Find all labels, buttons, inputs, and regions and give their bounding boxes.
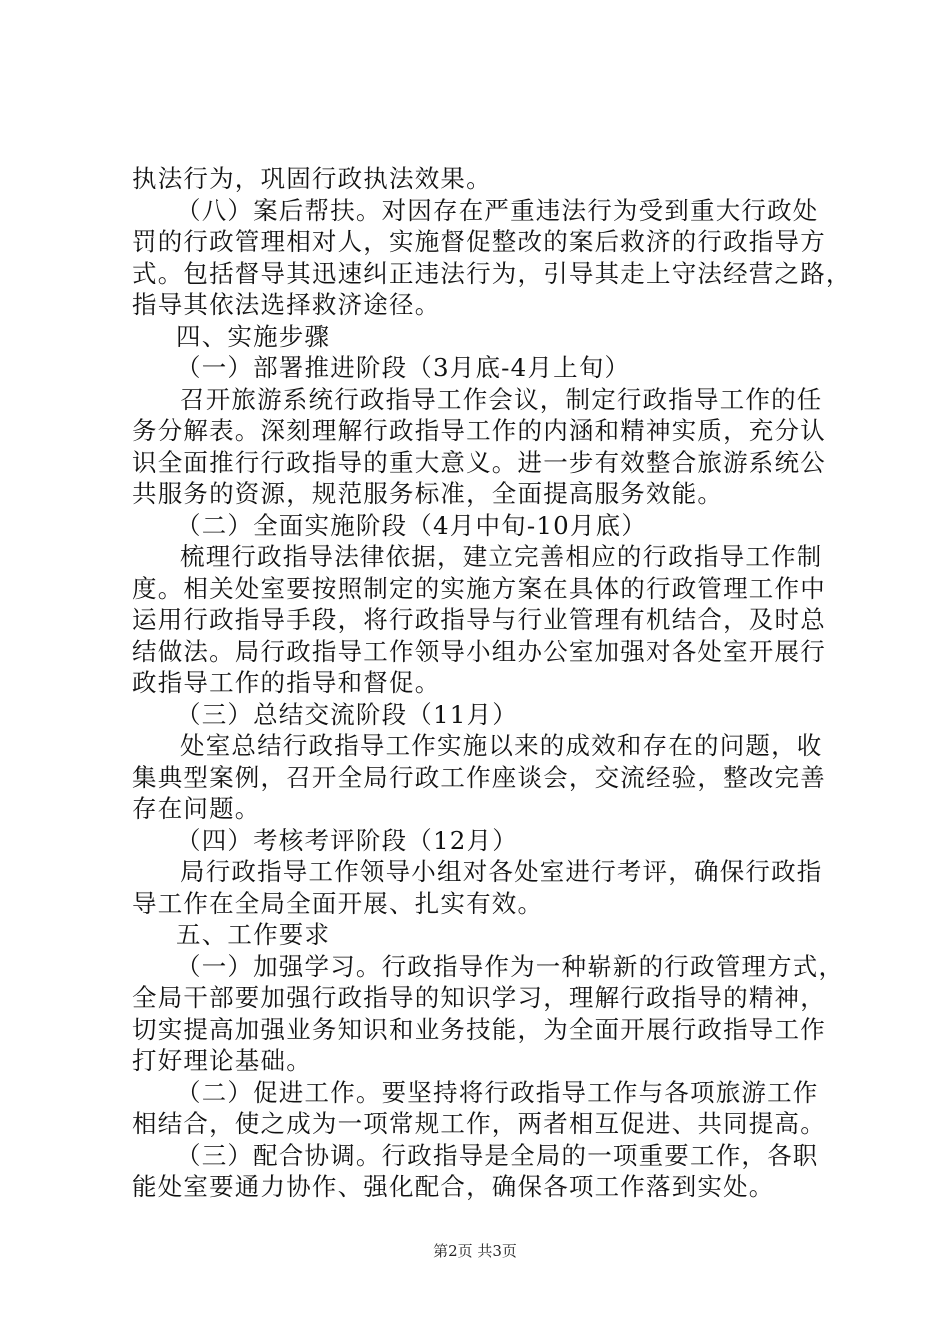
subsection-heading: （三）总结交流阶段（11月） [176, 699, 518, 729]
text-line: 切实提高加强业务知识和业务技能，为全面开展行政指导工作 [132, 1014, 826, 1044]
text-line: 相结合，使之成为一项常规工作，两者相互促进、共同提高。 [132, 1109, 826, 1138]
text-line: 执法行为，巩固行政执法效果。 [132, 164, 492, 193]
text-line: 运用行政指导手段，将行政指导与行业管理有机结合，及时总 [132, 605, 826, 634]
text-line: 罚的行政管理相对人，实施督促整改的案后救济的行政指导方 [132, 227, 826, 256]
text-line: 局行政指导工作领导小组对各处室进行考评，确保行政指 [180, 857, 823, 886]
text-line: 指导其依法选择救济途径。 [132, 290, 441, 319]
text-line: 共服务的资源，规范服务标准，全面提高服务效能。 [132, 479, 724, 508]
section-heading: 四、实施步骤 [176, 321, 331, 351]
text-line: （一）加强学习。行政指导作为一种崭新的行政管理方式， [176, 951, 845, 981]
text-line: 存在问题。 [132, 794, 261, 823]
text-line: （八）案后帮扶。对因存在严重违法行为受到重大行政处 [176, 195, 819, 225]
text-line: 导工作在全局全面开展、扎实有效。 [132, 888, 544, 918]
text-line: 务分解表。深刻理解行政指导工作的内涵和精神实质，充分认 [132, 416, 826, 445]
text-line: 集典型案例，召开全局行政工作座谈会，交流经验，整改完善 [132, 762, 826, 792]
subsection-heading: （二）全面实施阶段（4月中旬-10月底） [176, 510, 648, 540]
text-line: 式。包括督导其迅速纠正违法行为，引导其走上守法经营之路， [132, 258, 852, 288]
text-line: （二）促进工作。要坚持将行政指导工作与各项旅游工作 [176, 1077, 819, 1107]
subsection-heading: （一）部署推进阶段（3月底-4月上旬） [176, 353, 631, 382]
page-number: 第2页 共3页 [433, 1242, 517, 1260]
text-line: 结做法。局行政指导工作领导小组办公室加强对各处室开展行 [132, 636, 826, 666]
text-line: 召开旅游系统行政指导工作会议，制定行政指导工作的任 [180, 384, 823, 414]
text-line: 全局干部要加强行政指导的知识学习，理解行政指导的精神， [132, 983, 826, 1012]
subsection-heading: （四）考核考评阶段（12月） [176, 825, 518, 855]
text-line: 政指导工作的指导和督促。 [132, 668, 441, 697]
text-line: 度。相关处室要按照制定的实施方案在具体的行政管理工作中 [132, 573, 826, 603]
text-line: 打好理论基础。 [132, 1046, 312, 1075]
text-line: 识全面推行行政指导的重大意义。进一步有效整合旅游系统公 [132, 447, 826, 477]
text-line: （三）配合协调。行政指导是全局的一项重要工作，各职 [176, 1140, 819, 1170]
text-line: 梳理行政指导法律依据，建立完善相应的行政指导工作制 [180, 542, 823, 571]
section-heading: 五、工作要求 [176, 920, 331, 949]
text-line: 能处室要通力协作、强化配合，确保各项工作落到实处。 [132, 1172, 775, 1201]
text-line: 处室总结行政指导工作实施以来的成效和存在的问题，收 [180, 731, 823, 760]
